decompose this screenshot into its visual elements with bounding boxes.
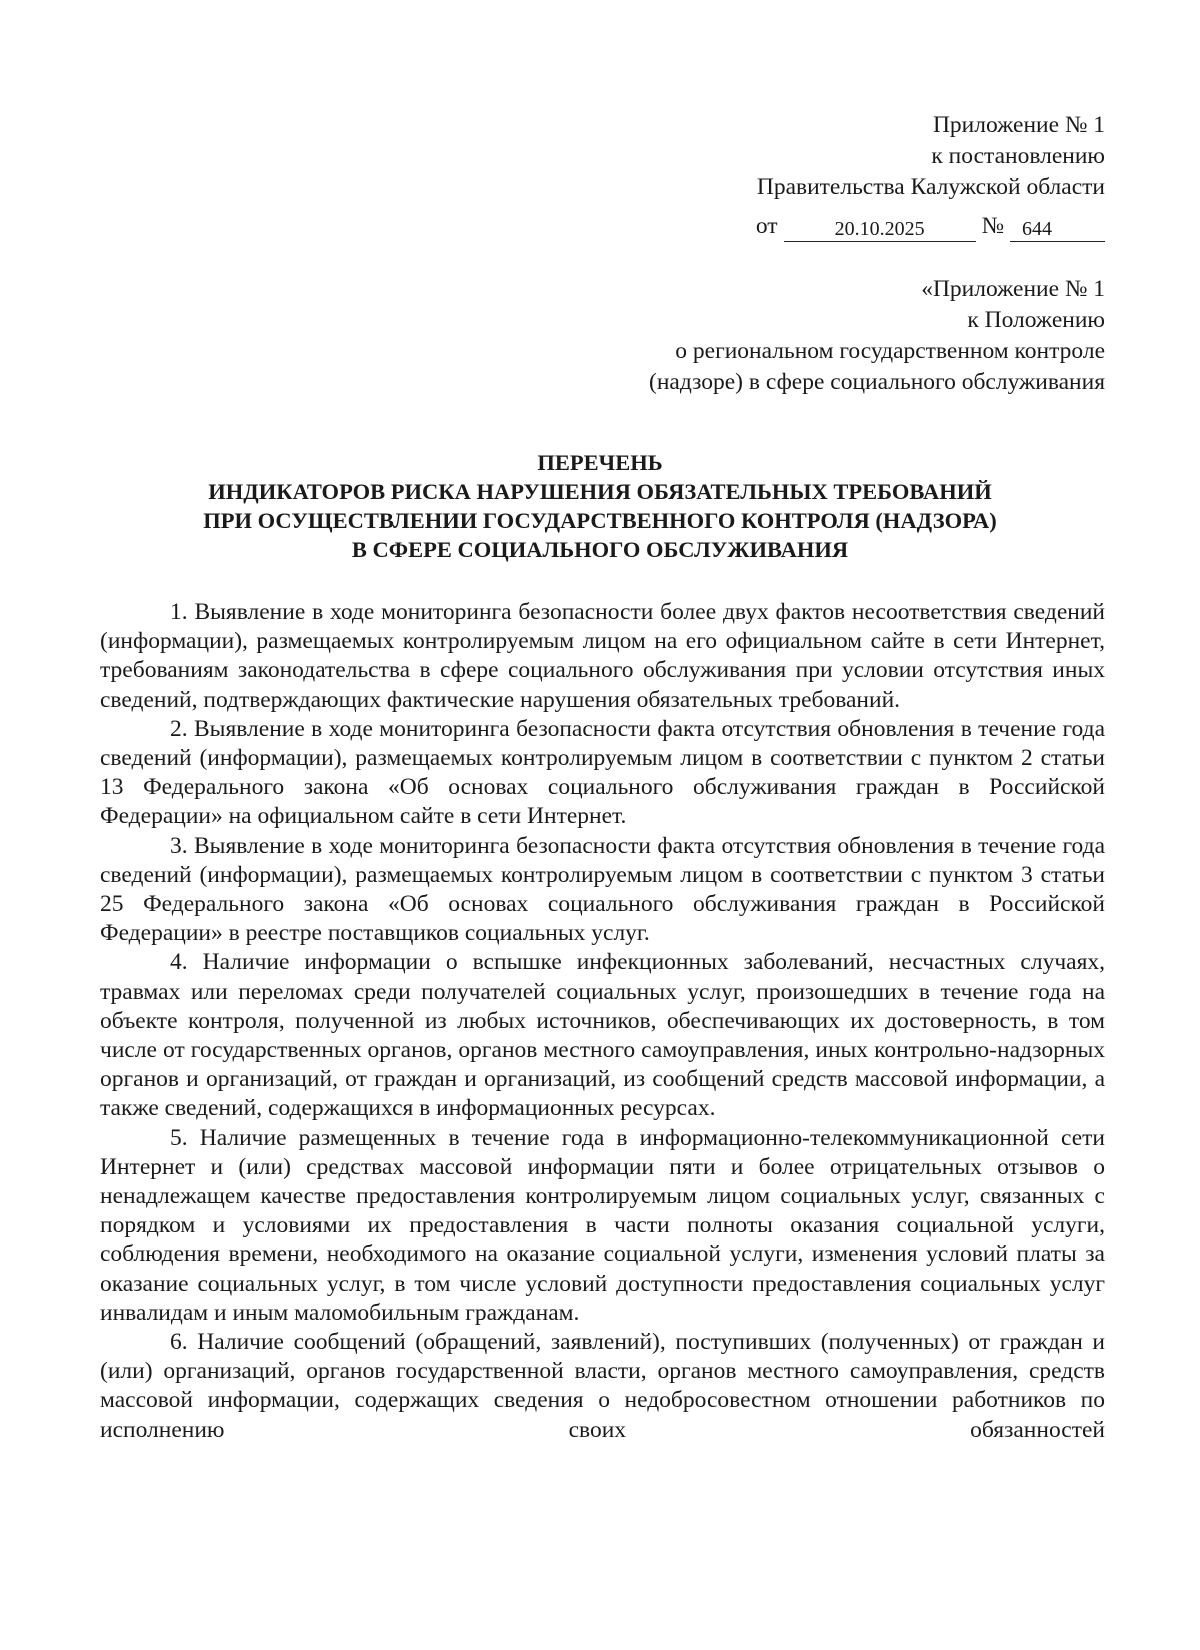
resolution-header — [756, 110, 1105, 242]
appendix-line-3: о региональном государственном контроле — [675, 338, 1105, 364]
number-label: № — [981, 213, 1004, 239]
title-line-2: ИНДИКАТОРОВ РИСКА НАРУШЕНИЯ ОБЯЗАТЕЛЬНЫХ ТРЕБОВАНИЙ — [208, 479, 992, 504]
document-title — [0, 448, 1200, 564]
title-line-1: ПЕРЕЧЕНЬ — [537, 450, 663, 475]
appendix-line-4: (надзоре) в сфере социального обслуживания — [649, 369, 1105, 395]
appendix-line-2: к Положению — [967, 307, 1105, 333]
appendix-reference — [649, 274, 1105, 398]
resolution-date: 20.10.2025 — [784, 218, 976, 242]
from-label: от — [755, 213, 778, 239]
header-line-3: Правительства Калужской области — [756, 174, 1105, 200]
header-line-1: Приложение № 1 — [932, 112, 1105, 138]
date-number-line — [756, 211, 1105, 242]
title-line-3: ПРИ ОСУЩЕСТВЛЕНИИ ГОСУДАРСТВЕННОГО КОНТРОЛЯ (НАДЗОРА) — [203, 508, 997, 533]
indicator-item-2: 2. Выявление в ходе мониторинга безопасности факта отсутствия обновления в течение года сведений (информации), размещаемых контролируемым лицом в соответствии с пунктом 2 статьи 13 Федерального закона «Об основах социального обслуживания граждан в Российской Федерации» на официальном сайте в сети Интернет. — [100, 715, 1105, 830]
indicator-item-6: 6. Наличие сообщений (обращений, заявлений), поступивших (полученных) от граждан и (или) организаций, органов государственной власти, органов местного самоуправления, средств массовой информации, содержащих сведения о недобросовестном отношении работников по исполнению своих обязанностей — [100, 1329, 1105, 1443]
indicator-item-1: 1. Выявление в ходе мониторинга безопасности более двух фактов несоответствия сведений (информации), размещаемых контролируемым лицом на его официальном сайте в сети Интернет, требованиям законодательства в сфере социального обслуживания при условии отсутствия иных сведений, подтверждающих фактические нарушения обязательных требований. — [100, 599, 1105, 713]
indicator-item-5: 5. Наличие размещенных в течение года в информационно-телекоммуникационной сети Интернет и (или) средствах массовой информации пяти и более отрицательных отзывов о ненадлежащем качестве предоставления контролируемым лицом социальных услуг, связанных с порядком и условиями их предоставления в части полноты оказания социальной услуги, соблюдения времени, необходимого на оказание социальной услуги, изменения условий платы за оказание социальных услуг, в том числе условий доступности предоставления социальных услуг инвалидам и иным маломобильным гражданам. — [100, 1124, 1105, 1326]
indicator-item-3: 3. Выявление в ходе мониторинга безопасности факта отсутствия обновления в течение года сведений (информации), размещаемых контролируемым лицом в соответствии с пунктом 3 статьи 25 Федерального закона «Об основах социального обслуживания граждан в Российской Федерации» в реестре поставщиков социальных услуг. — [100, 832, 1105, 947]
appendix-line-1: «Приложение № 1 — [921, 276, 1105, 302]
title-line-4: В СФЕРЕ СОЦИАЛЬНОГО ОБСЛУЖИВАНИЯ — [351, 537, 849, 562]
resolution-number: 644 — [1010, 218, 1105, 242]
indicators-list — [100, 598, 1105, 1445]
indicator-item-4: 4. Наличие информации о вспышке инфекционных заболеваний, несчастных случаях, травмах или переломах среди получателей социальных услуг, произошедших в течение года на объекте контроля, полученной из любых источников, обеспечивающих их достоверность, в том числе от государственных органов, органов местного самоуправления, иных контрольно-надзорных органов и организаций, от граждан и организаций, из сообщений средств массовой информации, а также сведений, содержащихся в информационных ресурсах. — [100, 949, 1105, 1122]
header-line-2: к постановлению — [931, 143, 1105, 169]
